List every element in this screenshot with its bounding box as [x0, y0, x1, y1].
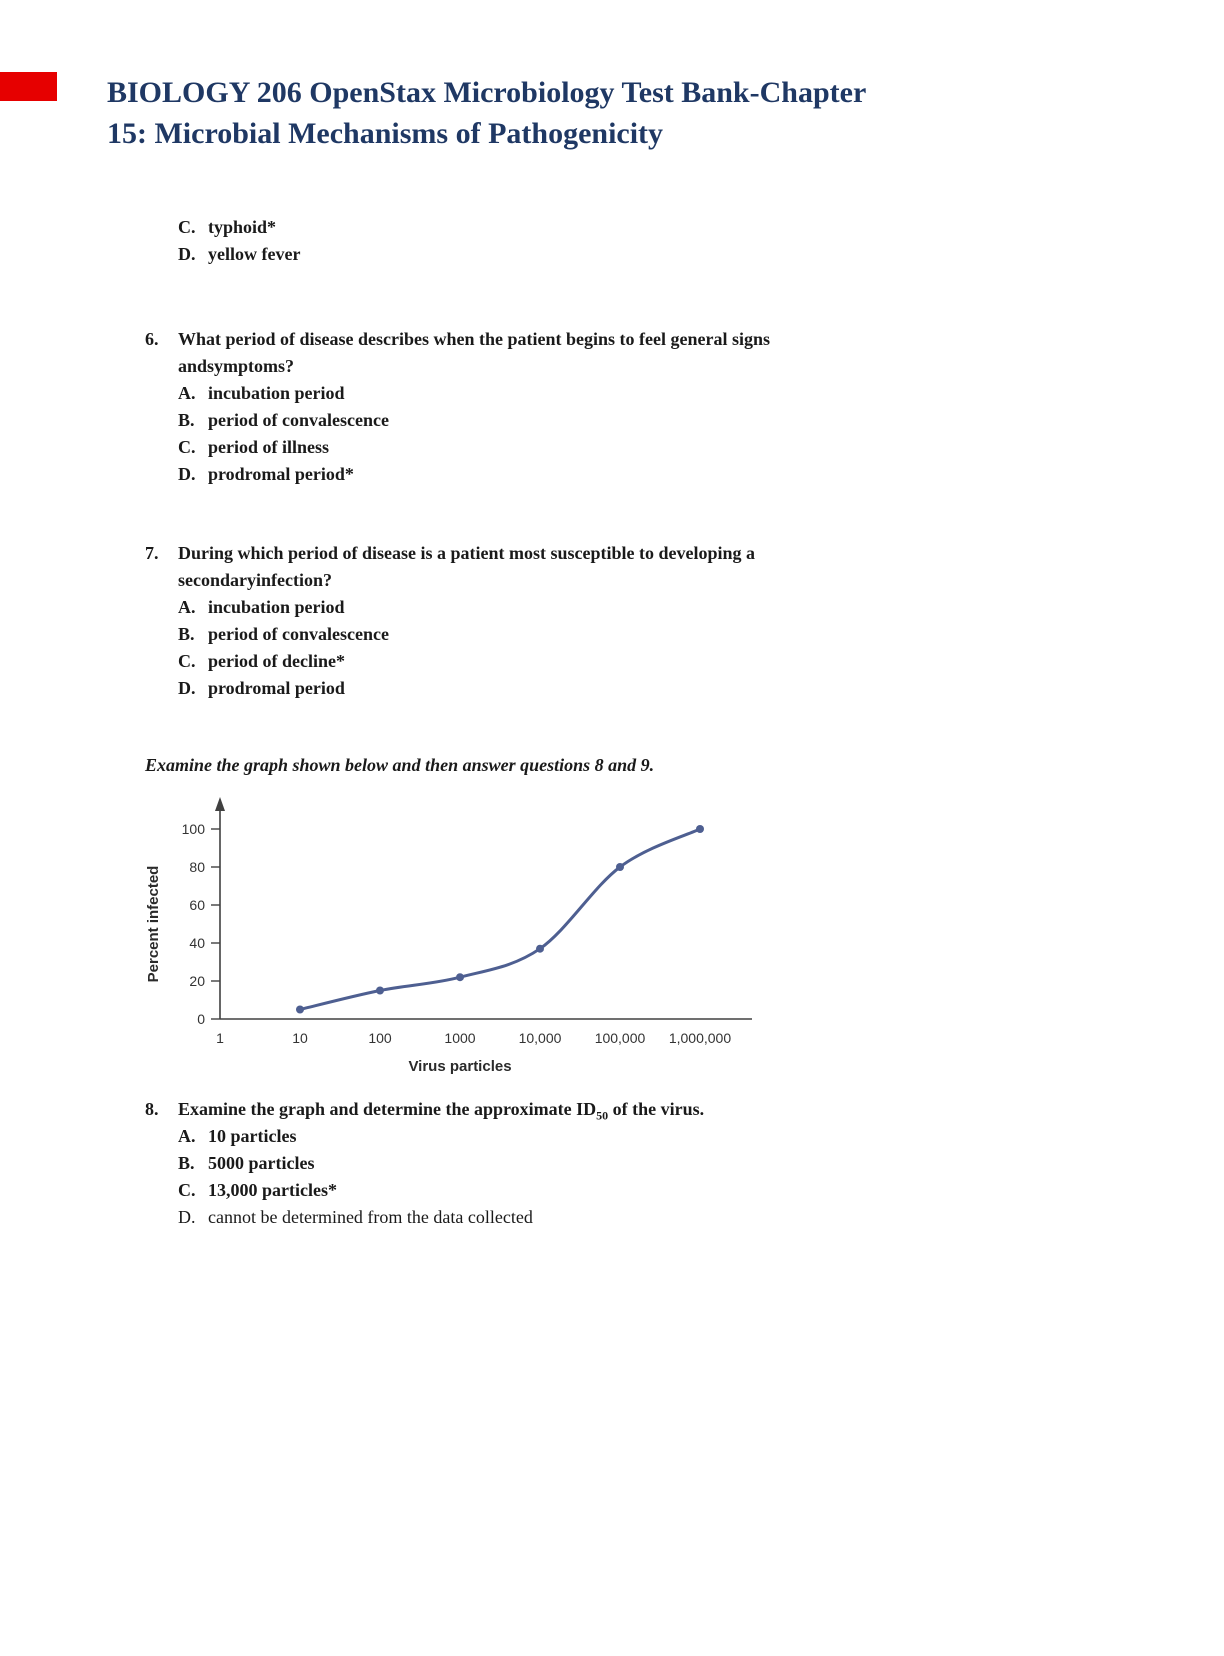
option-label: B.: [178, 624, 195, 645]
previous-question-options: [178, 214, 1224, 268]
question-8-text: [178, 1096, 704, 1123]
option-label: B.: [178, 1153, 195, 1174]
question-6-text: [178, 326, 770, 380]
svg-text:20: 20: [189, 973, 205, 990]
option-label: D.: [178, 1207, 196, 1228]
svg-text:10: 10: [292, 1030, 308, 1047]
option-text: typhoid*: [208, 217, 277, 238]
option-text: 5000 particles: [208, 1153, 315, 1174]
question-text-suffix: of the virus.: [608, 1099, 705, 1120]
option-row: [178, 380, 770, 407]
option-text: period of convalescence: [208, 624, 389, 645]
title-line-1: BIOLOGY 206 OpenStax Microbiology Test Bank-Chapter: [107, 76, 867, 109]
option-row: [178, 1204, 704, 1231]
option-row: [178, 1150, 704, 1177]
option-text: incubation period: [208, 597, 345, 618]
option-row: [178, 1123, 704, 1150]
svg-text:1: 1: [216, 1030, 224, 1047]
question-number: 8.: [145, 1099, 159, 1120]
question-6: [145, 326, 1224, 488]
option-text: prodromal period: [208, 678, 345, 699]
question-8: [145, 1096, 1224, 1231]
option-label: A.: [178, 1126, 196, 1147]
question-text-line: What period of disease describes when the patient begins to feel general signs: [178, 329, 770, 350]
option-text: yellow fever: [208, 244, 301, 265]
option-label: C.: [178, 437, 196, 458]
question-number: 6.: [145, 329, 159, 350]
option-row: [178, 434, 770, 461]
option-row: [178, 461, 770, 488]
option-text: prodromal period*: [208, 464, 354, 485]
svg-text:80: 80: [189, 859, 205, 876]
option-text: period of decline*: [208, 651, 345, 672]
option-text: 13,000 particles*: [208, 1180, 337, 1201]
graph-instruction-text: Examine the graph shown below and then answer questions 8 and 9.: [145, 755, 655, 776]
option-row: [178, 594, 755, 621]
option-row: [178, 407, 770, 434]
option-row: [178, 1177, 704, 1204]
option-text: period of illness: [208, 437, 330, 458]
option-row: [178, 214, 1224, 241]
question-text-prefix: Examine the graph and determine the approximate ID: [178, 1099, 597, 1120]
option-text: period of convalescence: [208, 410, 389, 431]
svg-text:100,000: 100,000: [594, 1030, 646, 1047]
option-text: 10 particles: [208, 1126, 297, 1147]
svg-text:60: 60: [189, 897, 205, 914]
option-label: D.: [178, 244, 196, 265]
question-text-line: During which period of disease is a patient most susceptible to developing a: [178, 543, 756, 564]
question-number: 7.: [145, 543, 159, 564]
question-text-line: secondaryinfection?: [178, 570, 332, 591]
svg-text:1000: 1000: [444, 1030, 476, 1047]
page-title: [107, 72, 1067, 154]
document-page: [0, 72, 1224, 1231]
option-label: D.: [178, 464, 196, 485]
option-label: A.: [178, 597, 196, 618]
option-text: incubation period: [208, 383, 345, 404]
question-text-line: andsymptoms?: [178, 356, 295, 377]
option-text: cannot be determined from the data collected: [208, 1207, 533, 1228]
svg-text:100: 100: [368, 1030, 392, 1047]
svg-text:Percent infected: Percent infected: [145, 865, 162, 983]
question-text-subscript: 50: [596, 1108, 609, 1123]
infection-dose-response-chart: [140, 791, 780, 1086]
option-label: D.: [178, 678, 196, 699]
question-7: [145, 540, 1224, 702]
svg-text:100: 100: [181, 821, 205, 838]
svg-text:1,000,000: 1,000,000: [668, 1030, 732, 1047]
svg-text:10,000: 10,000: [518, 1030, 562, 1047]
option-label: C.: [178, 651, 196, 672]
svg-text:Virus particles: Virus particles: [408, 1058, 512, 1076]
dose-response-chart-svg: [140, 791, 780, 1086]
option-label: A.: [178, 383, 196, 404]
svg-text:0: 0: [197, 1011, 205, 1028]
question-7-text: [178, 540, 755, 594]
option-label: C.: [178, 217, 196, 238]
option-label: C.: [178, 1180, 196, 1201]
option-row: [178, 648, 755, 675]
option-row: [178, 675, 755, 702]
title-line-2: 15: Microbial Mechanisms of Pathogenicity: [107, 117, 664, 151]
option-row: [178, 241, 1224, 268]
red-corner-mark: [0, 72, 57, 101]
option-label: B.: [178, 410, 195, 431]
svg-text:40: 40: [189, 935, 205, 952]
option-row: [178, 621, 755, 648]
